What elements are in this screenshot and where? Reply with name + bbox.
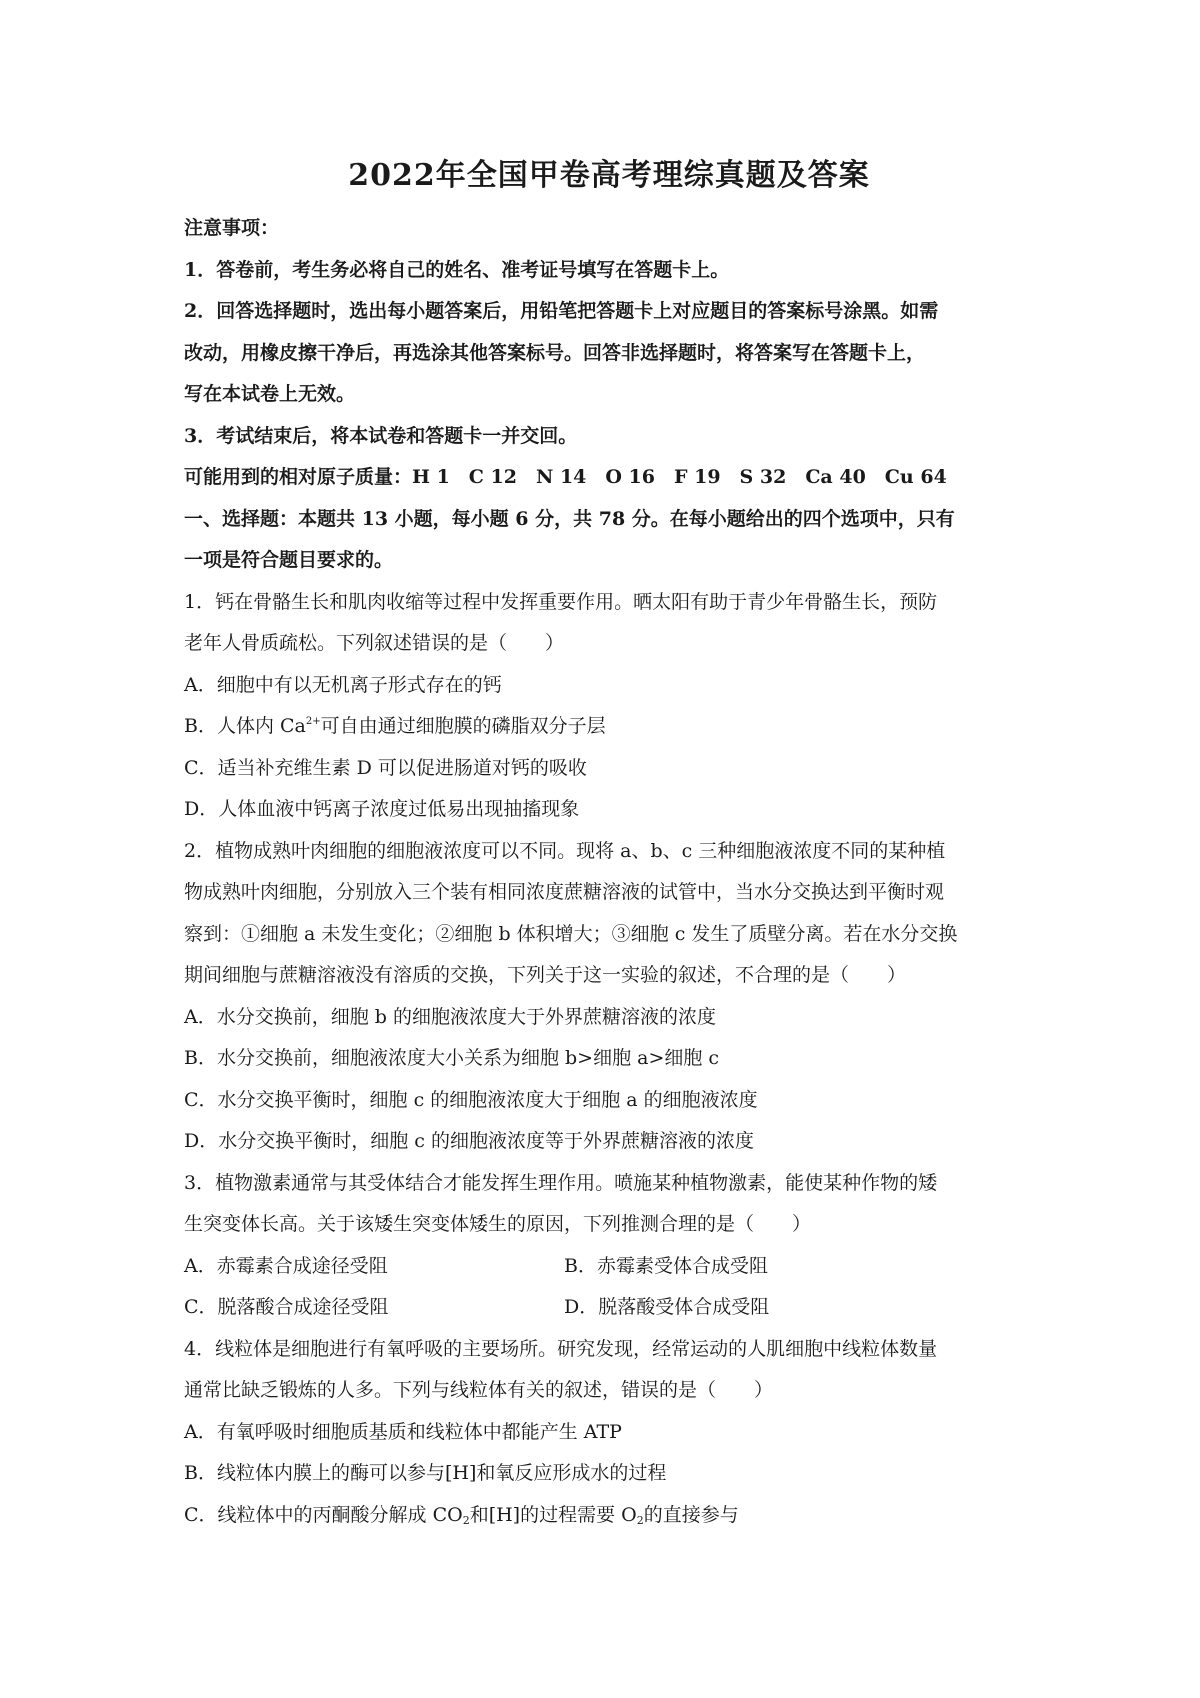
q2-option-b: B．水分交换前，细胞液浓度大小关系为细胞 b>细胞 a>细胞 c bbox=[184, 1047, 720, 1069]
q1-option-b bbox=[184, 706, 1034, 748]
q4-stem-line-2: 通常比缺乏锻炼的人多。下列与线粒体有关的叙述，错误的是（ ） bbox=[184, 1379, 774, 1401]
q2-option-c: C．水分交换平衡时，细胞 c 的细胞液浓度大于细胞 a 的细胞液浓度 bbox=[184, 1088, 758, 1111]
q1-option-d: D．人体血液中钙离子浓度过低易出现抽搐现象 bbox=[184, 798, 580, 820]
q2-stem-line-4: 期间细胞与蔗糖溶液没有溶质的交换，下列关于这一实验的叙述，不合理的是（ ） bbox=[184, 964, 907, 986]
section-1-heading-line-2: 一项是符合题目要求的。 bbox=[184, 549, 394, 571]
q4-option-c-pre: C．线粒体中的丙酮酸分解成 CO bbox=[184, 1503, 463, 1526]
q2-stem-line-1: 2．植物成熟叶肉细胞的细胞液浓度可以不同。现将 a、b、c 三种细胞液浓度不同的某种植 bbox=[184, 839, 946, 862]
q1-stem-line-2: 老年人骨质疏松。下列叙述错误的是（ ） bbox=[184, 632, 565, 654]
q3-option-a: A．赤霉素合成途径受阻 bbox=[184, 1254, 388, 1277]
q4-stem-line-1: 4．线粒体是细胞进行有氧呼吸的主要场所。研究发现，经常运动的人肌细胞中线粒体数量 bbox=[184, 1337, 938, 1360]
q2-option-d: D．水分交换平衡时，细胞 c 的细胞液浓度等于外界蔗糖溶液的浓度 bbox=[184, 1130, 754, 1152]
q1-option-b-pre: B．人体内 Ca bbox=[184, 715, 306, 737]
q4-option-c-post: 的直接参与 bbox=[643, 1503, 739, 1526]
notice-heading: 注意事项： bbox=[184, 217, 280, 239]
q4-option-c-subscript-2: 2 bbox=[636, 1513, 644, 1527]
q2-option-a: A．水分交换前，细胞 b 的细胞液浓度大于外界蔗糖溶液的浓度 bbox=[184, 1005, 716, 1028]
q1-option-b-post: 可自由通过细胞膜的磷脂双分子层 bbox=[320, 715, 606, 737]
q3-stem-line-2: 生突变体长高。关于该矮生突变体矮生的原因，下列推测合理的是（ ） bbox=[184, 1213, 812, 1235]
q2-stem-line-2: 物成熟叶肉细胞，分别放入三个装有相同浓度蔗糖溶液的试管中，当水分交换达到平衡时观 bbox=[184, 881, 945, 903]
exam-page bbox=[184, 150, 1034, 1536]
notice-item-2-line-2: 改动，用橡皮擦干净后，再选涂其他答案标号。回答非选择题时，将答案写在答题卡上， bbox=[184, 341, 926, 364]
q4-option-a: A．有氧呼吸时细胞质基质和线粒体中都能产生 ATP bbox=[184, 1420, 622, 1443]
section-1-heading-line-1: 一、选择题：本题共 13 小题，每小题 6 分，共 78 分。在每小题给出的四个选项中，只有 bbox=[184, 507, 955, 530]
q4-option-c-subscript-1: 2 bbox=[462, 1513, 470, 1527]
q2-stem-line-3: 察到：①细胞 a 未发生变化；②细胞 b 体积增大；③细胞 c 发生了质壁分离。若在水分交换 bbox=[184, 922, 958, 945]
q1-stem-line-1: 1．钙在骨骼生长和肌肉收缩等过程中发挥重要作用。晒太阳有助于青少年骨骼生长，预防 bbox=[184, 590, 938, 613]
q3-option-c: C．脱落酸合成途径受阻 bbox=[184, 1296, 389, 1318]
q1-option-a: A．细胞中有以无机离子形式存在的钙 bbox=[184, 673, 502, 696]
notice-item-2-line-1: 2．回答选择题时，选出每小题答案后，用铅笔把答题卡上对应题目的答案标号涂黑。如需 bbox=[184, 300, 939, 322]
notice-item-1: 1．答卷前，考生务必将自己的姓名、准考证号填写在答题卡上。 bbox=[184, 258, 730, 281]
q3-options-row-2 bbox=[184, 1287, 1034, 1329]
q3-stem-line-1: 3．植物激素通常与其受体结合才能发挥生理作用。喷施某种植物激素，能使某种作物的矮 bbox=[184, 1171, 938, 1194]
q3-options-row-1 bbox=[184, 1246, 1034, 1288]
q1-option-b-charge: 2+ bbox=[305, 716, 321, 727]
page-title: 2022年全国甲卷高考理综真题及答案 bbox=[348, 158, 870, 193]
q4-option-c bbox=[184, 1495, 1034, 1537]
q1-option-c: C．适当补充维生素 D 可以促进肠道对钙的吸收 bbox=[184, 756, 587, 779]
notice-item-3: 3．考试结束后，将本试卷和答题卡一并交回。 bbox=[184, 424, 578, 447]
q3-option-b: B．赤霉素受体合成受阻 bbox=[564, 1254, 768, 1277]
q4-option-b: B．线粒体内膜上的酶可以参与[H]和氧反应形成水的过程 bbox=[184, 1462, 667, 1484]
notice-item-2-line-3: 写在本试卷上无效。 bbox=[184, 383, 356, 405]
atomic-masses: 可能用到的相对原子质量：H 1 C 12 N 14 O 16 F 19 S 32 Ca 40 Cu 64 bbox=[184, 466, 947, 488]
q4-option-c-mid: 和[H]的过程需要 O bbox=[469, 1503, 637, 1526]
q3-option-d: D．脱落酸受体合成受阻 bbox=[564, 1296, 770, 1318]
